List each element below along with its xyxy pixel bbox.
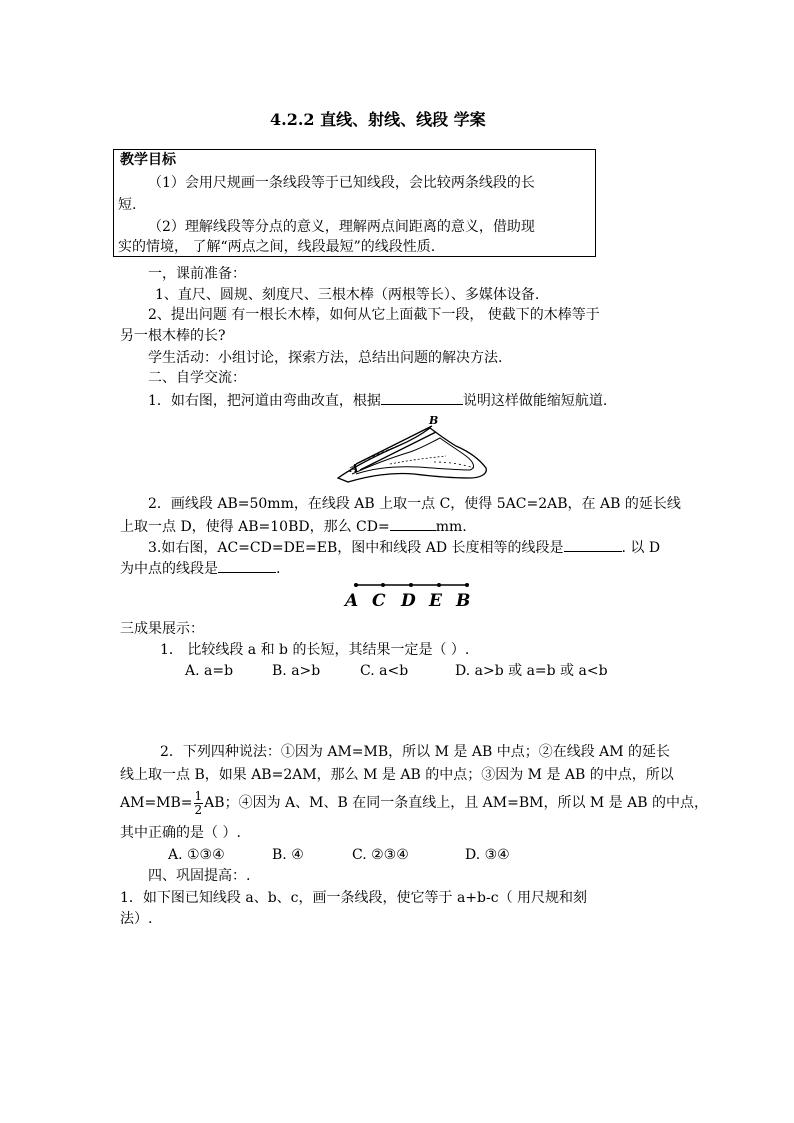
section2-q3-text-d: . xyxy=(276,561,281,577)
objectives-heading: 教学目标 xyxy=(120,152,176,168)
section3-q2-line4: 其中正确的是（ ）. xyxy=(120,825,241,841)
section1-item1: 1、直尺、圆规、刻度尺、三根木棒（两根等长）、多媒体设备. xyxy=(155,287,540,303)
section3-q2-text-c2: AB；④因为 A、M、B 在同一条直线上，且 AM=BM，所以 M 是 AB 的中点， xyxy=(204,795,708,811)
section3-q1-option-d: D. a>b 或 a=b 或 a<b xyxy=(455,663,608,679)
fraction-denominator: 2 xyxy=(194,802,203,817)
section2-q3-line2 xyxy=(120,558,280,578)
segment-label-b: B xyxy=(456,591,471,610)
point-a-label: A xyxy=(350,462,359,475)
section3-q2-line3 xyxy=(120,788,708,818)
answer-blank xyxy=(390,516,436,531)
answer-blank xyxy=(218,558,276,573)
segment-point xyxy=(354,583,358,587)
section4-q1-line2: 法）. xyxy=(120,911,153,927)
section2-heading: 二、自学交流： xyxy=(148,370,246,386)
segment-label-a: A xyxy=(345,591,359,610)
section3-q2-text-c1: AM=MB= xyxy=(120,795,193,811)
section3-q2-option-a: A. ①③④ xyxy=(168,847,225,863)
objective-1-line-1: （1）会用尺规画一条线段等于已知线段，会比较两条线段的长 xyxy=(148,175,535,191)
section2-q2-text-b: 上取一点 D，使得 AB=10BD，那么 CD= xyxy=(120,519,390,535)
section2-q3-text-c: 为中点的线段是 xyxy=(120,561,218,577)
section4-heading: 四、巩固提高：. xyxy=(148,868,251,884)
section3-q1-option-a: A. a=b xyxy=(185,663,234,679)
segment-point xyxy=(437,583,441,587)
section1-item2-line2: 另一根木棒的长? xyxy=(120,328,226,344)
section3-q2-option-b: B. ④ xyxy=(272,847,304,863)
segment-point xyxy=(381,583,385,587)
segment-label-d: D xyxy=(401,591,416,610)
segment-point xyxy=(465,583,469,587)
section2-q2-text-c: mm. xyxy=(435,519,467,535)
section3-q2-line1: 2．下列四种说法：①因为 AM=MB，所以 M 是 AB 中点；②在线段 AM 的延长 xyxy=(160,744,671,760)
section3-heading: 三成果展示： xyxy=(120,621,204,637)
section3-q2-option-d: D. ③④ xyxy=(465,847,510,863)
section2-q3-line1 xyxy=(148,537,660,557)
section1-heading: 一，课前准备： xyxy=(148,266,246,282)
section3-q1: 1． 比较线段 a 和 b 的长短，其结果一定是（ ）. xyxy=(160,642,470,658)
fraction-one-half xyxy=(194,790,204,817)
section2-q1-text-a: 1．如右图，把河道由弯曲改直，根据 xyxy=(148,393,381,409)
section2-q3-text-a: 3.如右图，AC=CD=DE=EB，图中和线段 AD 长度相等的线段是 xyxy=(148,540,564,556)
segment-label-e: E xyxy=(429,591,442,610)
river-figure xyxy=(330,412,495,488)
objective-2-line-2: 实的情境， 了解“两点之间，线段最短”的线段性质. xyxy=(118,239,436,255)
section2-q3-text-b: . 以 D xyxy=(621,540,661,556)
answer-blank xyxy=(564,537,622,552)
section2-q2-line2 xyxy=(120,516,467,536)
fraction-numerator: 1 xyxy=(194,788,203,803)
section3-q1-option-c: C. a<b xyxy=(360,663,409,679)
section4-q1-line1: 1．如下图已知线段 a、b、c，画一条线段，使它等于 a+b-c（ 用尺规和刻 xyxy=(120,890,588,906)
point-b-label: B xyxy=(429,414,439,427)
segment-label-c: C xyxy=(372,591,386,610)
section2-q2-line1: 2．画线段 AB=50mm，在线段 AB 上取一点 C，使得 5AC=2AB，在 AB 的延长线 xyxy=(148,496,681,512)
segment-figure xyxy=(340,578,475,610)
segment-point xyxy=(409,583,413,587)
page-title: 4.2.2 直线、射线、线段 学案 xyxy=(270,110,486,129)
objective-2-line-1: （2）理解线段等分点的意义，理解两点间距离的意义，借助现 xyxy=(148,219,535,235)
section2-q1-text-b: 说明这样做能缩短航道. xyxy=(462,393,608,409)
section1-item2-line1: 2、提出问题 有一根长木棒，如何从它上面截下一段， 使截下的木棒等于 xyxy=(148,307,600,323)
section3-q1-option-b: B. a>b xyxy=(272,663,321,679)
section2-q1 xyxy=(148,390,607,410)
objective-1-line-2: 短. xyxy=(118,197,137,213)
answer-blank xyxy=(381,390,463,405)
section3-q2-option-c: C. ②③④ xyxy=(352,847,409,863)
section1-activity: 学生活动：小组讨论，探索方法，总结出问题的解决方法. xyxy=(148,350,503,366)
section3-q2-line2: 线上取一点 B，如果 AB=2AM，那么 M 是 AB 的中点；③因为 M 是 AB 的中点，所以 xyxy=(120,767,674,783)
